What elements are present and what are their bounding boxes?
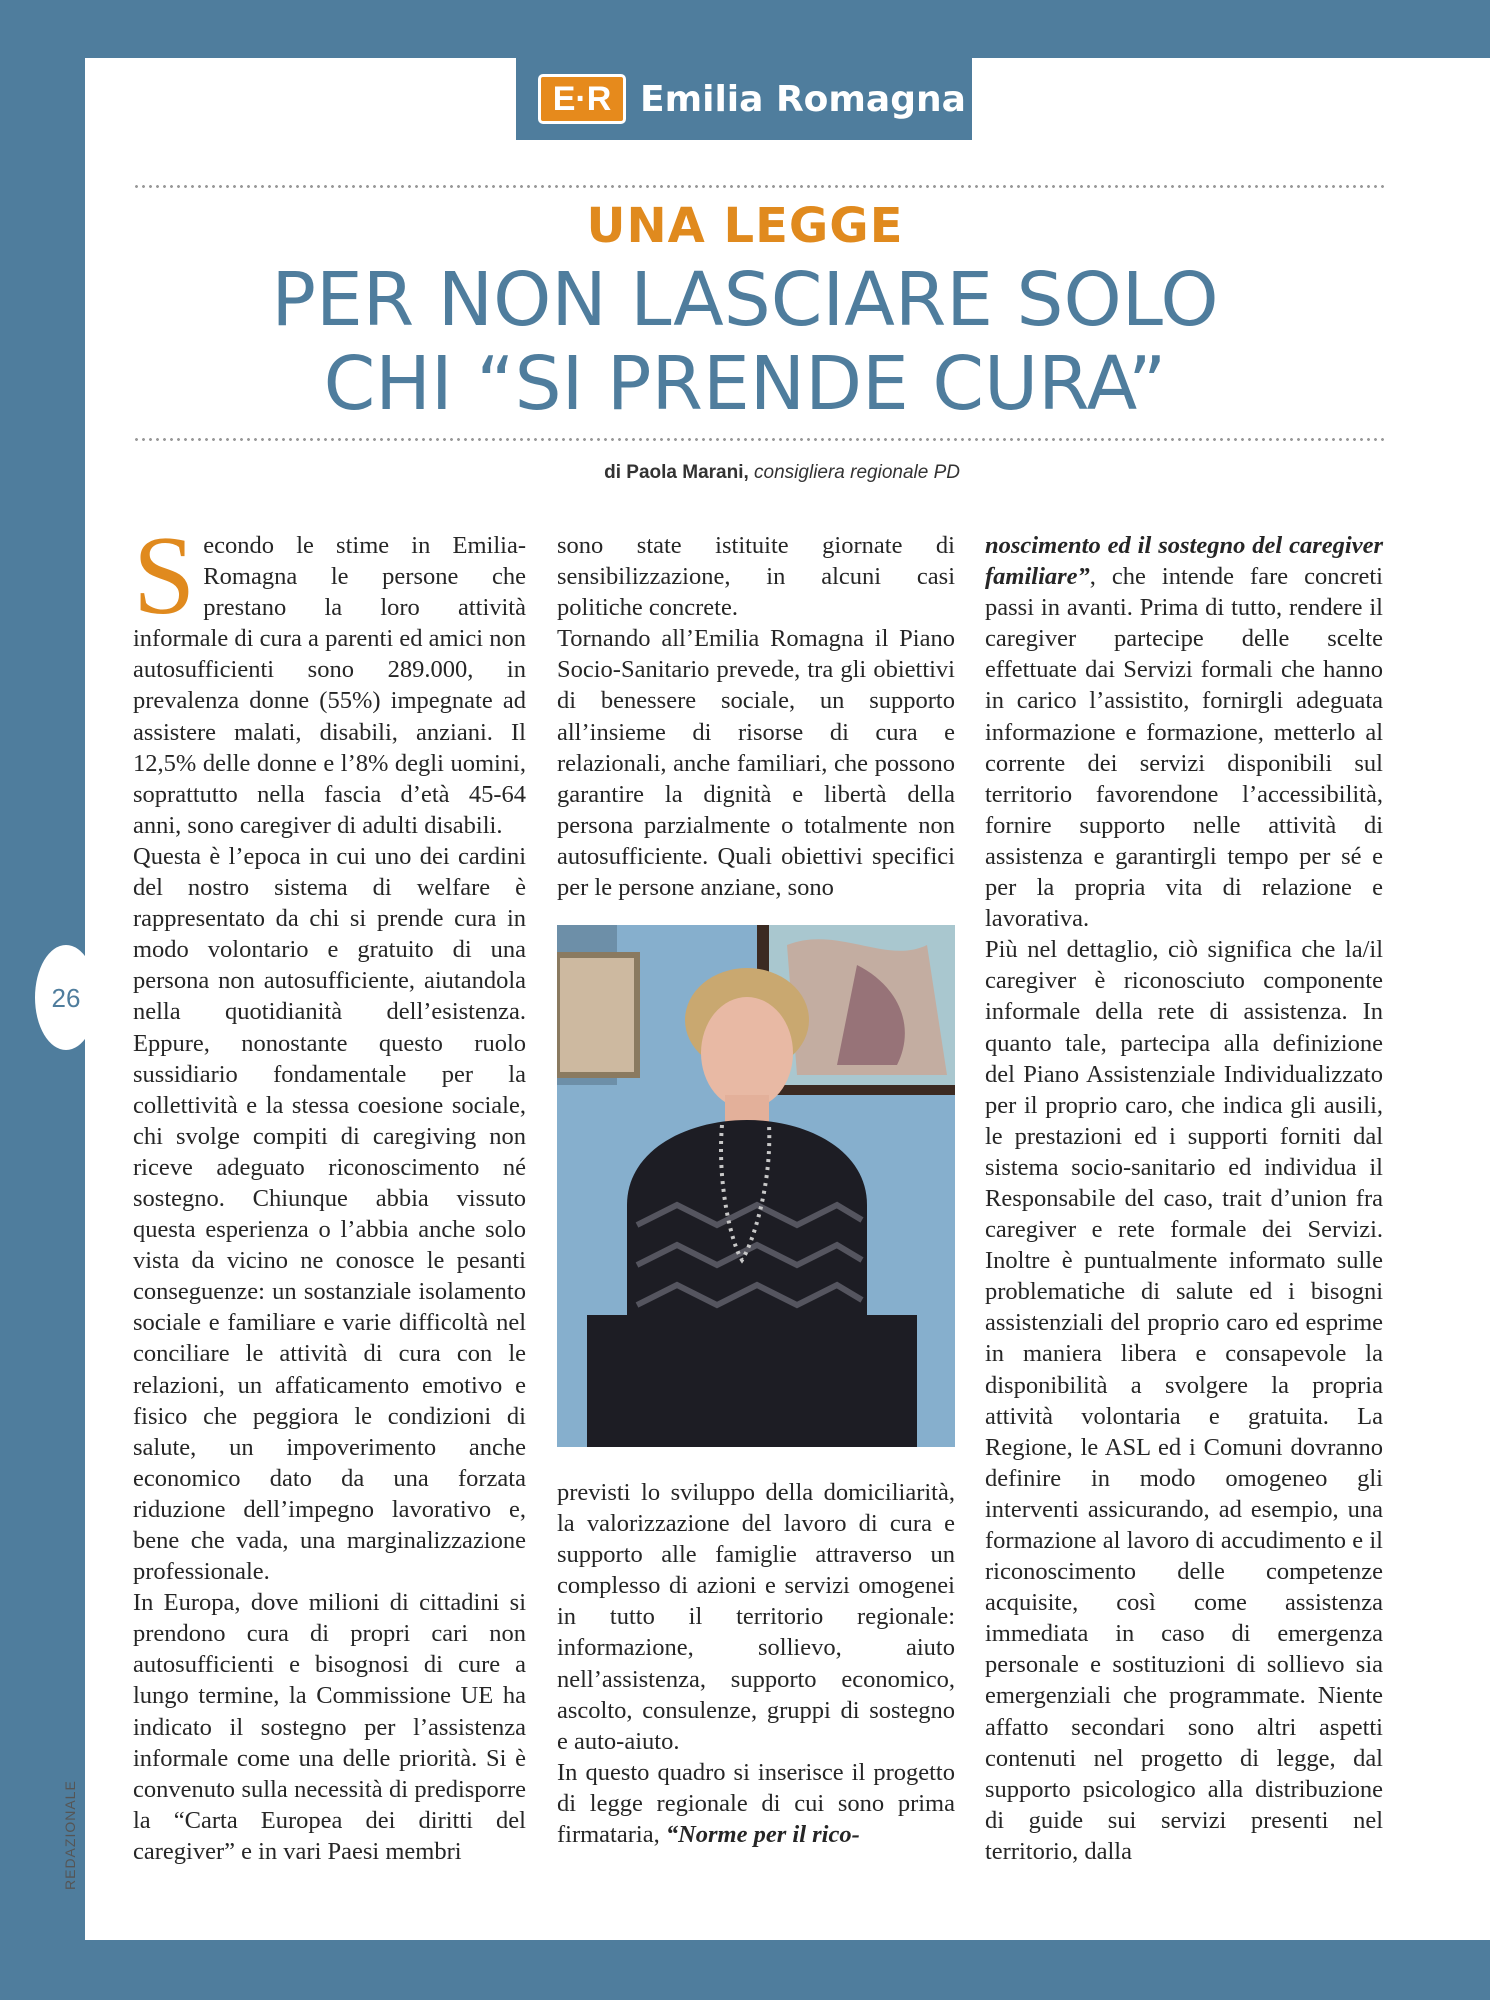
paragraph-text: , che intende fare concreti passi in avanti. Prima di tutto, rendere il caregiver partecipe delle scelte effettuate dai Servizi formali che hanno in carico l’assistito, fornirgli adeguata informazione e formazione, metterlo al corrente dei servizi disponibili sul territorio favorendone l’accessibilità, fornire supporto nelle attività di assistenza e garantirgli tempo per sé e per la propria vita di relazione e lavorativa.	[985, 563, 1383, 933]
paragraph: sono state istituite giornate di sensibilizzazione, in alcuni casi politiche concrete.	[557, 532, 955, 622]
page-number: 26	[51, 983, 81, 1013]
paragraph	[557, 1757, 955, 1850]
headline-line-1: PER NON LASCIARE SOLO	[271, 257, 1219, 343]
headline-line-2: CHI “SI PRENDE CURA”	[323, 341, 1167, 427]
page-corner-notch	[1430, 106, 1490, 196]
paragraph: Tornando all’Emilia Romagna il Piano Socio-Sanitario prevede, tra gli obiettivi di benessere sociale, un supporto all’insieme di risorse di cura e relazionali, anche familiari, che possono garantire la dignità e libertà della persona parzialmente o totalmente non autosufficiente. Quali obiettivi specifici per le persone anziane, sono	[557, 625, 955, 902]
paragraph: Questa è l’epoca in cui uno dei cardini del nostro sistema di welfare è rappresentato da chi si prende cura in modo volontario e gratuito di una persona non autosufficiente, aiutandola nella quotidianità dell’esistenza. Eppure, nonostante questo ruolo sussidiario fondamentale per la collettività e la stessa coesione sociale, chi svolge compiti di caregiving non riceve adeguato riconoscimento né sostegno. Chiunque abbia vissuto questa esperienza o l’abbia anche solo vista da vicino ne conosce le pesanti conseguenze: un sostanziale isolamento sociale e familiare e varie difficoltà nel conciliare le attività di cura con le relazioni, un affaticamento emotivo e fisico che peggiora le condizioni di salute, un impoverimento anche economico dato da una forzata riduzione dell’impegno lavorativo e, bene che vada, una marginalizzazione professionale.	[133, 842, 526, 1586]
byline	[604, 462, 960, 484]
headline	[0, 258, 1490, 426]
paragraph-text: econdo le stime in Emilia-Romagna le persone che prestano la loro attività informale di cura a parenti ed amici non autosufficienti sono 289.000, in prevalenza donne (55%) impegnate ad assistere malati, disabili, anziani. Il 12,5% delle donne e l’8% degli uomini, soprattutto nella fascia d’età 45-64 anni, sono caregiver di adulti disabili.	[133, 532, 526, 839]
decorative-divider-top	[133, 183, 1385, 191]
drop-cap: S	[133, 514, 196, 638]
paragraph	[985, 530, 1383, 934]
decorative-divider-bottom	[133, 436, 1385, 444]
article-column-3	[985, 530, 1383, 1867]
paragraph: previsti lo sviluppo della domiciliarità, la valorizzazione del lavoro di cura e supporto alle famiglie attraverso un complesso di azioni e servizi omogenei in tutto il territorio regionale: informazione, sollievo, aiuto nell’assistenza, supporto economico, ascolto, consulenze, gruppi di sostegno e auto-aiuto.	[557, 1479, 955, 1755]
article-column-1	[133, 514, 526, 1867]
article-column-2-bottom	[557, 1477, 955, 1850]
author-photo	[557, 925, 955, 1447]
law-title-italic-cont: noscimento ed il sostegno del caregiver familiare”	[985, 532, 1383, 591]
page-corner-notch-bottom	[1430, 1850, 1490, 1940]
portrait-illustration	[557, 925, 955, 1447]
paragraph-text: In questo quadro si inserisce il progetto di legge regionale di cui sono prima firmataria,	[557, 1758, 955, 1849]
region-banner	[516, 58, 972, 140]
paragraph: In Europa, dove milioni di cittadini si prendono cura di propri cari non autosufficienti e bisognosi di cure a lungo termine, la Commissione UE ha indicato il sostegno per l’assistenza informale come una delle priorità. Si è convenuto sulla necessità di predisporre la “Carta Europea dei diritti del caregiver” e in vari Paesi membri	[133, 1589, 526, 1865]
article-column-2-top	[557, 530, 955, 903]
region-name: Emilia Romagna	[640, 78, 966, 120]
section-label: REDAZIONALE	[62, 1780, 78, 1890]
byline-author: di Paola Marani,	[604, 462, 749, 483]
er-logo: E·R	[538, 74, 626, 124]
paragraph	[133, 514, 526, 841]
paragraph: Più nel dettaglio, ciò significa che la/il caregiver è riconosciuto componente informale della rete di assistenza. In quanto tale, partecipa alla definizione del Piano Assistenziale Individualizzato per il proprio caro, che indica gli ausili, le prestazioni ed i supporti forniti dal sistema socio-sanitario ed individua il Responsabile del caso, trait d’union fra caregiver e rete formale dei Servizi. Inoltre è puntualmente informato sulle problematiche di salute ed i bisogni assistenziali del proprio caro ed esprime in maniera libera e consapevole la disponibilità a svolgere la propria attività volontaria e gratuita. La Regione, le ASL ed i Comuni dovranno definire in modo omogeneo gli interventi assicurando, ad esempio, una formazione al lavoro di accudimento e il riconoscimento delle competenze acquisite, così come assistenza immediata in caso di emergenza personale e sostituzioni di sollievo sia emergenziali che programmate. Niente affatto secondari sono altri aspetti contenuti nel progetto di legge, dal supporto psicologico alla distribuzione di guide sui servizi presenti nel territorio, dalla	[985, 936, 1383, 1865]
headline-kicker: UNA LEGGE	[586, 198, 904, 254]
law-title-italic: “Norme per il rico-	[665, 1821, 860, 1849]
byline-role: consigliera regionale PD	[754, 462, 960, 483]
